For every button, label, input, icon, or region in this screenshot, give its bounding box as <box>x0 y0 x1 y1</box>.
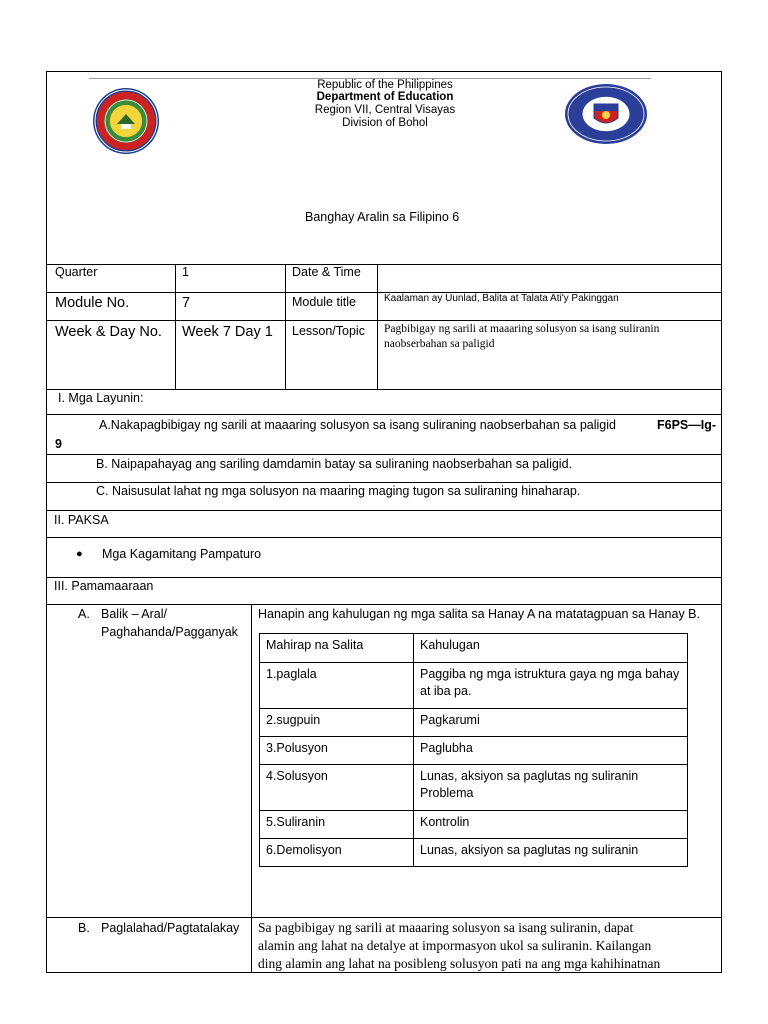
word-cell: 6.Demolisyon <box>260 839 414 867</box>
word-cell: 5.Suliranin <box>260 811 414 839</box>
paksa-item: Mga Kagamitang Pampaturo <box>102 547 262 561</box>
vocabulary-table <box>259 633 688 867</box>
table-row <box>260 709 688 737</box>
meaning-cell: Paggiba ng mga istruktura gaya ng mga bahay at iba pa. <box>414 663 688 709</box>
letterhead-region: Region VII, Central Visayas <box>314 104 456 116</box>
row-divider <box>47 510 722 511</box>
module-value: 7 <box>182 295 191 311</box>
meaning-cell: Kontrolin <box>414 811 688 839</box>
col-divider <box>285 264 286 389</box>
table-row <box>260 839 688 867</box>
layunin-a-code-continued: 9 <box>55 437 62 451</box>
row-divider <box>47 320 722 321</box>
pamamaraan-heading: III. Pamamaaraan <box>54 579 154 593</box>
vocabulary-table-header <box>260 634 688 663</box>
quarter-label: Quarter <box>55 265 98 279</box>
layunin-c-text: C. Naisusulat lahat ng mga solusyon na maaring maging tugon sa suliraning hinaharap. <box>96 484 581 498</box>
module-title-value: Kaalaman ay Uunlad, Balita at Talata Ati'y Pakinggan <box>384 293 619 304</box>
layunin-heading: I. Mga Layunin: <box>58 391 144 405</box>
lesson-value-line1: Pagbibigay ng sarili at maaaring solusyon sa isang suliranin <box>384 323 660 335</box>
meaning-cell: Lunas, aksiyon sa paglutas ng suliranin <box>414 839 688 867</box>
document-title: Banghay Aralin sa Filipino 6 <box>305 210 460 224</box>
col-divider <box>377 264 378 389</box>
week-label: Week & Day No. <box>55 324 162 340</box>
letterhead-republic: Republic of the Philippines <box>317 79 453 91</box>
lesson-value-line2: naobserbahan sa paligid <box>384 338 495 350</box>
letterhead-division: Division of Bohol <box>342 117 428 129</box>
table-row <box>260 737 688 765</box>
header-mahirap-na-salita: Mahirap na Salita <box>260 634 414 663</box>
row-divider <box>47 389 722 390</box>
table-row <box>260 765 688 811</box>
paksa-heading: II. PAKSA <box>54 513 109 527</box>
paksa-bullet: ● <box>76 548 83 560</box>
word-cell: 3.Polusyon <box>260 737 414 765</box>
table-row <box>260 663 688 709</box>
letterhead-department: Department of Education <box>316 91 454 103</box>
layunin-a-code: F6PS—Ig- <box>657 418 717 432</box>
quarter-value: 1 <box>182 265 189 279</box>
meaning-cell: Pagkarumi <box>414 709 688 737</box>
step-b-label: Paglalahad/Pagtatalakay <box>101 921 240 935</box>
row-divider <box>47 537 722 538</box>
layunin-a-text: A.Nakapagbibigay ng sarili at maaaring solusyon sa isang suliraning naobserbahan sa paligid <box>99 418 616 432</box>
header-kahulugan: Kahulugan <box>414 634 688 663</box>
meaning-cell: Paglubha <box>414 737 688 765</box>
step-b-text-line3: ding alamin ang lahat na posibleng solusyon pati na ang mga kahihinatnan <box>258 956 661 971</box>
datetime-label: Date & Time <box>292 265 361 279</box>
word-cell: 1.paglala <box>260 663 414 709</box>
step-b-text-line2: alamin ang lahat na detalye at impormasyon ukol sa suliranin. Kailangan <box>258 938 652 953</box>
word-cell: 2.sugpuin <box>260 709 414 737</box>
step-a-instruction: Hanapin ang kahulugan ng mga salita sa Hanay A na matatagpuan sa Hanay B. <box>258 607 700 621</box>
step-b-text-line1: Sa pagbibigay ng sarili at maaaring solusyon sa isang suliranin, dapat <box>258 920 634 935</box>
row-divider <box>47 917 722 918</box>
word-cell: 4.Solusyon <box>260 765 414 811</box>
lesson-plan-document <box>46 71 722 973</box>
lesson-label: Lesson/Topic <box>292 324 365 338</box>
row-divider <box>47 454 722 455</box>
col-divider <box>175 264 176 389</box>
row-divider <box>47 604 722 605</box>
module-title-label: Module title <box>292 295 356 309</box>
table-row <box>260 811 688 839</box>
week-value: Week 7 Day 1 <box>182 324 273 340</box>
step-a-letter: A. <box>78 607 90 621</box>
layunin-b-text: B. Naipapahayag ang sariling damdamin batay sa suliraning naobserbahan sa paligid. <box>96 457 573 471</box>
step-b-letter: B. <box>78 921 90 935</box>
meaning-cell: Lunas, aksiyon sa paglutas ng suliranin Problema <box>414 765 688 811</box>
row-divider <box>47 264 722 265</box>
row-divider <box>47 414 722 415</box>
step-a-label-line2: Paghahanda/Pagganyak <box>101 625 238 639</box>
module-label: Module No. <box>55 295 130 311</box>
step-a-label-line1: Balik – Aral/ <box>101 607 168 621</box>
